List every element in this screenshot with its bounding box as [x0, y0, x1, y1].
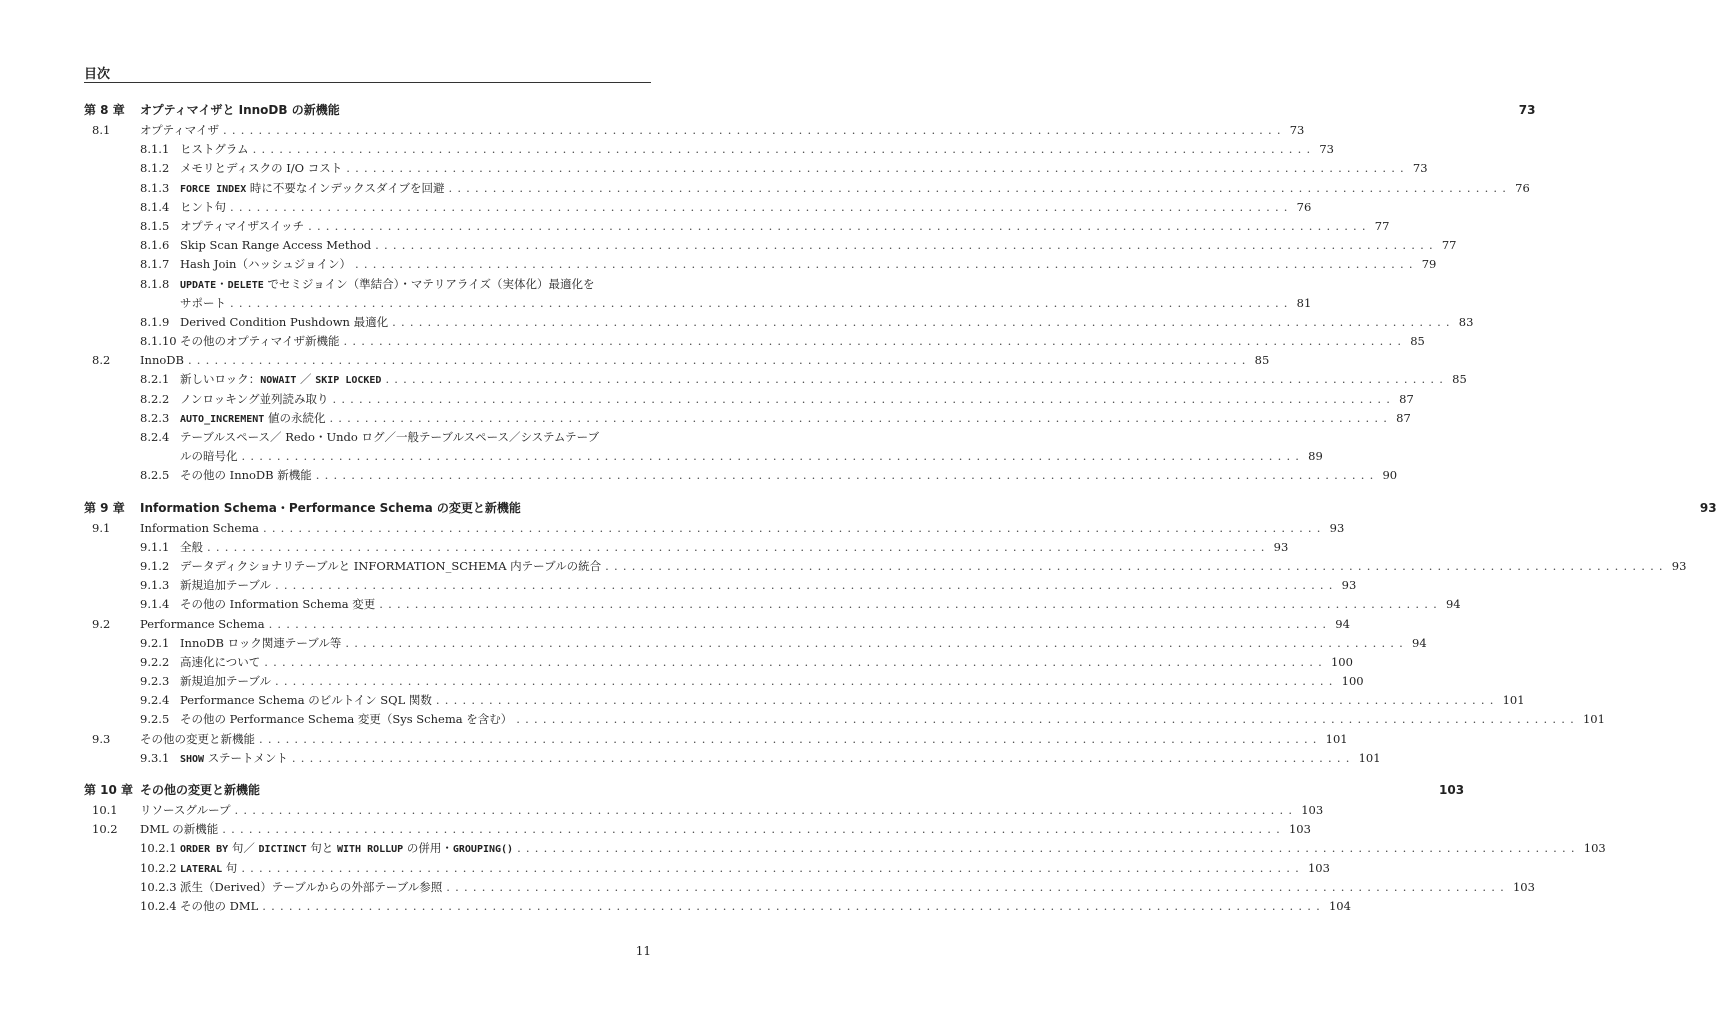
entry-title	[140, 499, 521, 518]
entry-title	[180, 447, 238, 466]
table-of-contents	[84, 101, 1717, 916]
dot-leader: ........................................................................................................................	[230, 295, 1293, 310]
entry-title	[140, 730, 255, 749]
code-term: NOWAIT	[260, 375, 297, 387]
entry-page: 93	[1341, 578, 1357, 593]
entry-number: 8.1.7	[140, 257, 170, 272]
entry-page: 87	[1399, 391, 1414, 406]
entry-page: 103	[1583, 841, 1606, 856]
title-text: Information Schema	[140, 520, 259, 535]
toc-entry[interactable]	[84, 691, 1525, 710]
entry-title	[180, 653, 260, 672]
title-text: その他の DML	[180, 898, 259, 913]
toc-entry[interactable]	[84, 428, 651, 447]
entry-number: 第 9 章	[84, 500, 125, 515]
dot-leader: ........................................................................................................................	[262, 898, 1325, 913]
dot-leader: ........................................................................................................................	[516, 712, 1579, 727]
toc-chapter[interactable]	[84, 101, 1536, 121]
entry-title	[180, 390, 328, 409]
dot-leader: ........................................................................................................................	[207, 539, 1270, 554]
entry-page: 93	[1699, 500, 1717, 515]
dot-leader: ........................................................................................................................	[308, 218, 1371, 233]
entry-number: 10.1	[92, 803, 118, 817]
entry-title	[180, 595, 375, 614]
entry-page: 77	[1441, 238, 1457, 253]
entry-number: 8.1.10	[140, 334, 177, 349]
title-text: 句	[222, 860, 238, 875]
toc-entry[interactable]	[84, 595, 1461, 614]
code-term: LATERAL	[180, 863, 223, 875]
toc-entry[interactable]	[84, 820, 1311, 839]
header-rule	[84, 82, 651, 83]
entry-page: 93	[1329, 520, 1345, 535]
entry-page: 101	[1502, 693, 1525, 708]
dot-leader: ........................................................................................................................	[230, 199, 1293, 214]
entry-page: 79	[1421, 257, 1437, 272]
entry-title	[180, 466, 312, 485]
entry-title	[140, 351, 184, 370]
code-term: SKIP LOCKED	[315, 375, 382, 387]
dot-leader: ........................................................................................................................	[605, 558, 1668, 573]
entry-page: 103	[1439, 783, 1465, 797]
title-text: ヒストグラム	[180, 142, 249, 157]
entry-page: 85	[1254, 353, 1270, 368]
entry-number: 8.1.1	[140, 142, 170, 157]
entry-title	[180, 370, 381, 390]
entry-title	[180, 159, 342, 178]
entry-page: 94	[1335, 616, 1350, 631]
entry-title	[180, 313, 388, 332]
title-text: 時に不要なインデックスダイブを回避	[246, 180, 445, 195]
title-text: 句／	[228, 841, 259, 856]
toc-entry[interactable]	[84, 390, 1414, 409]
entry-title	[180, 749, 288, 769]
toc-entry[interactable]	[84, 576, 1357, 595]
entry-page: 87	[1396, 410, 1411, 425]
entry-number: 9.2.5	[140, 712, 170, 727]
dot-leader: ........................................................................................................................	[262, 520, 1326, 535]
entry-page: 73	[1412, 161, 1428, 176]
title-text: オプティマイザスイッチ	[180, 218, 305, 233]
code-term: UPDATE	[180, 279, 217, 291]
entry-number: 8.2	[92, 353, 111, 368]
dot-leader: ........................................................................................................................	[379, 597, 1442, 612]
entry-number: 8.1.2	[140, 161, 170, 176]
dot-leader: ........................................................................................................................	[446, 879, 1509, 894]
toc-entry[interactable]	[84, 859, 1330, 878]
title-text: ステートメント	[204, 750, 288, 765]
entry-page: 89	[1308, 449, 1323, 464]
entry-title	[140, 781, 260, 800]
dot-leader: ........................................................................................................................	[187, 353, 1251, 368]
entry-title	[180, 140, 249, 159]
dot-leader: ........................................................................................................................	[291, 750, 1355, 765]
entry-page: 73	[1289, 123, 1305, 137]
title-text: その他のオプティマイザ新機能	[180, 334, 340, 349]
title-text: その他の Performance Schema 変更（Sys Schema を含む）	[180, 712, 513, 727]
entry-title	[180, 217, 304, 236]
code-term: DELETE	[227, 279, 264, 291]
entry-title	[180, 897, 258, 916]
entry-title	[180, 634, 341, 653]
code-term: DICTINCT	[258, 844, 307, 856]
title-text: 句と	[306, 841, 337, 856]
entry-title	[180, 672, 271, 691]
title-text: 新規追加テーブル	[180, 674, 271, 689]
entry-number: 9.1	[92, 520, 111, 535]
title-text: Derived Condition Pushdown 最適化	[180, 314, 389, 329]
entry-page: 76	[1296, 199, 1312, 214]
entry-title	[180, 294, 226, 313]
entry-page: 104	[1328, 898, 1351, 913]
title-text: その他の Information Schema 変更	[180, 597, 376, 612]
entry-page: 93	[1671, 558, 1687, 573]
code-term: GROUPING()	[452, 844, 514, 856]
title-text: ルの暗号化	[180, 449, 238, 464]
entry-number: 9.2.2	[140, 654, 170, 669]
title-text: Hash Join（ハッシュジョイン）	[180, 257, 352, 272]
title-text: 新しいロック：	[180, 372, 261, 387]
dot-leader: ........................................................................................................................	[268, 616, 1332, 631]
toc-entry[interactable]	[84, 121, 1305, 140]
toc-entry[interactable]	[84, 198, 1312, 217]
dot-leader: ........................................................................................................................	[252, 142, 1316, 157]
dot-leader: ........................................................................................................................	[517, 841, 1580, 856]
dot-leader: ........................................................................................................................	[315, 468, 1379, 483]
title-text: その他の変更と新機能	[140, 783, 261, 797]
dot-leader: ........................................................................................................................	[375, 238, 1438, 253]
entry-number: 8.2.4	[140, 430, 170, 444]
title-text: 値の永続化	[264, 410, 326, 425]
entry-number: 9.2.1	[140, 635, 170, 650]
entry-page: 103	[1307, 860, 1330, 875]
entry-number: 8.1	[92, 123, 111, 137]
title-text: データディクショナリテーブルと INFORMATION_SCHEMA 内テーブルの統合	[180, 558, 602, 573]
dot-leader: ........................................................................................................................	[223, 123, 1286, 137]
entry-number: 第 8 章	[84, 103, 125, 117]
entry-number: 10.2.3	[140, 879, 177, 894]
entry-number: 10.2.2	[140, 860, 177, 875]
entry-page: 101	[1358, 750, 1381, 765]
entry-number: 9.1.3	[140, 578, 170, 593]
dot-leader: ........................................................................................................................	[259, 731, 1322, 746]
title-text: Performance Schema のビルトイン SQL 関数	[180, 693, 432, 708]
entry-title	[180, 255, 351, 274]
toc-entry[interactable]	[84, 878, 1535, 897]
dot-leader: ........................................................................................................................	[448, 180, 1512, 195]
code-term: AUTO_INCREMENT	[180, 413, 265, 425]
entry-page: 73	[1518, 103, 1536, 117]
title-text: 全般	[180, 539, 203, 554]
entry-title	[180, 275, 594, 295]
entry-title	[180, 710, 512, 729]
entry-title	[140, 121, 219, 140]
entry-page: 77	[1374, 218, 1390, 233]
dot-leader: ........................................................................................................................	[274, 674, 1338, 689]
dot-leader: ........................................................................................................................	[234, 803, 1298, 817]
toc-entry[interactable]	[84, 801, 1324, 820]
dot-leader: ........................................................................................................................	[346, 161, 1409, 176]
title-text: テーブルスペース／ Redo・Undo ログ／一般テーブルスペース／システムテーブ	[180, 430, 600, 444]
title-text: 高速化について	[180, 654, 261, 669]
title-text: オプティマイザ	[140, 123, 220, 137]
entry-number: 8.2.5	[140, 468, 170, 483]
toc-entry[interactable]	[84, 839, 1606, 858]
toc-entry[interactable]	[84, 409, 1411, 428]
title-text: 派生（Derived）テーブルからの外部テーブル参照	[180, 879, 443, 894]
entry-number: 8.1.8	[140, 276, 170, 291]
dot-leader: ........................................................................................................................	[345, 635, 1409, 650]
title-text: ノンロッキング並列読み取り	[180, 391, 329, 406]
title-text: InnoDB ロック関連テーブル等	[180, 635, 342, 650]
entry-number: 9.2	[92, 616, 111, 631]
toc-entry[interactable]	[84, 634, 1427, 653]
dot-leader: ........................................................................................................................	[435, 693, 1499, 708]
toc-entry[interactable]	[84, 351, 1270, 370]
dot-leader: ........................................................................................................................	[241, 860, 1304, 875]
dot-leader: ........................................................................................................................	[355, 257, 1418, 272]
entry-number: 10.2	[92, 822, 118, 837]
title-text: サポート	[180, 295, 226, 310]
toc-entry[interactable]	[84, 236, 1457, 255]
entry-number: 第 10 章	[84, 783, 134, 797]
entry-number: 8.1.9	[140, 314, 170, 329]
entry-title	[140, 615, 265, 634]
entry-page: 83	[1458, 314, 1474, 329]
entry-number: 9.1.2	[140, 558, 170, 573]
entry-page: 100	[1330, 654, 1353, 669]
title-text: でセミジョイン（準結合）・マテリアライズ（実体化）最適化を	[263, 276, 595, 291]
toc-entry[interactable]	[84, 159, 1428, 178]
entry-title	[180, 179, 444, 199]
entry-title	[180, 428, 599, 447]
entry-number: 8.2.1	[140, 372, 170, 387]
title-text: DML の新機能	[140, 822, 219, 837]
entry-title	[140, 101, 340, 120]
title-text: その他の InnoDB 新機能	[180, 468, 312, 483]
entry-number: 8.1.5	[140, 218, 170, 233]
toc-entry[interactable]	[84, 710, 1605, 729]
entry-page: 103	[1512, 879, 1535, 894]
entry-title	[180, 236, 371, 255]
title-text: オプティマイザと InnoDB の新機能	[140, 103, 340, 117]
toc-entry[interactable]	[84, 255, 1437, 274]
entry-title	[140, 820, 218, 839]
entry-title	[180, 878, 442, 897]
entry-title	[140, 519, 259, 538]
entry-number: 9.2.3	[140, 674, 170, 689]
code-term: ORDER BY	[180, 844, 229, 856]
title-text: ／	[296, 372, 316, 387]
entry-page: 100	[1341, 674, 1364, 689]
toc-entry[interactable]	[84, 730, 1348, 749]
toc-heading: 目次	[84, 67, 111, 82]
toc-entry[interactable]	[84, 519, 1345, 538]
title-text: ヒント句	[180, 199, 226, 214]
entry-title	[180, 576, 271, 595]
entry-title	[140, 801, 231, 820]
entry-page: 101	[1582, 712, 1605, 727]
entry-page: 90	[1382, 468, 1398, 483]
page-number: 11	[635, 944, 651, 958]
entry-number: 9.2.4	[140, 693, 170, 708]
entry-number: 9.1.4	[140, 597, 170, 612]
toc-entry[interactable]	[84, 313, 1474, 332]
entry-page: 93	[1273, 539, 1289, 554]
dot-leader: ........................................................................................................................	[274, 578, 1338, 593]
entry-number: 8.2.3	[140, 410, 170, 425]
entry-number: 10.2.4	[140, 898, 177, 913]
dot-leader: ........................................................................................................................	[385, 372, 1449, 387]
entry-page: 94	[1445, 597, 1461, 612]
entry-title	[180, 332, 340, 351]
dot-leader: ........................................................................................................................	[241, 449, 1305, 464]
entry-number: 8.1.6	[140, 238, 170, 253]
toc-entry[interactable]	[84, 672, 1364, 691]
dot-leader: ........................................................................................................................	[329, 410, 1393, 425]
toc-entry[interactable]	[84, 897, 1351, 916]
dot-leader: ........................................................................................................................	[392, 314, 1455, 329]
toc-entry[interactable]	[84, 653, 1353, 672]
entry-title	[180, 538, 203, 557]
toc-entry[interactable]	[84, 447, 1323, 466]
entry-title	[180, 198, 226, 217]
toc-chapter[interactable]	[84, 499, 1717, 519]
entry-number: 9.3.1	[140, 750, 170, 765]
entry-number: 9.3	[92, 731, 111, 746]
toc-entry[interactable]	[84, 370, 1467, 389]
entry-number: 8.2.2	[140, 391, 170, 406]
dot-leader: ........................................................................................................................	[264, 654, 1327, 669]
toc-entry[interactable]	[84, 179, 1530, 198]
code-term: WITH ROLLUP	[336, 844, 404, 856]
entry-title	[180, 409, 325, 429]
toc-entry[interactable]	[84, 466, 1398, 485]
entry-number: 8.1.4	[140, 199, 170, 214]
title-text: の併用・	[403, 841, 453, 856]
title-text: その他の変更と新機能	[140, 731, 255, 746]
entry-page: 85	[1452, 372, 1467, 387]
title-text: ・	[216, 276, 228, 291]
entry-page: 103	[1288, 822, 1311, 837]
title-text: リソースグループ	[140, 803, 231, 817]
entry-title	[180, 691, 432, 710]
dot-leader: ........................................................................................................................	[332, 391, 1396, 406]
toc-entry[interactable]	[84, 332, 1425, 351]
entry-page: 103	[1301, 803, 1324, 817]
toc-entry[interactable]	[84, 294, 1312, 313]
entry-number: 9.1.1	[140, 539, 170, 554]
entry-title	[180, 859, 237, 879]
entry-page: 76	[1515, 180, 1530, 195]
entry-page: 73	[1319, 142, 1334, 157]
toc-entry[interactable]	[84, 749, 1381, 768]
title-text: Information Schema・Performance Schema の変更と新機能	[140, 500, 521, 515]
entry-page: 85	[1410, 334, 1425, 349]
dot-leader: ........................................................................................................................	[222, 822, 1285, 837]
toc-entry[interactable]	[84, 140, 1334, 159]
toc-entry[interactable]	[84, 538, 1289, 557]
entry-page: 81	[1296, 295, 1312, 310]
entry-page: 101	[1325, 731, 1348, 746]
toc-chapter[interactable]	[84, 781, 1465, 801]
code-term: FORCE INDEX	[180, 183, 247, 195]
toc-entry[interactable]	[84, 275, 651, 294]
entry-title	[180, 839, 513, 859]
title-text: 新規追加テーブル	[180, 578, 271, 593]
dot-leader: ........................................................................................................................	[343, 334, 1407, 349]
toc-entry[interactable]	[84, 615, 1350, 634]
title-text: メモリとディスクの I/O コスト	[180, 161, 343, 176]
title-text: Skip Scan Range Access Method	[180, 238, 372, 253]
code-term: SHOW	[180, 753, 205, 765]
title-text: InnoDB	[140, 353, 184, 368]
entry-page: 94	[1412, 635, 1427, 650]
entry-number: 10.2.1	[140, 841, 177, 856]
entry-title	[180, 557, 601, 576]
toc-entry[interactable]	[84, 557, 1687, 576]
title-text: Performance Schema	[140, 616, 265, 631]
entry-number: 8.1.3	[140, 180, 170, 195]
toc-entry[interactable]	[84, 217, 1390, 236]
